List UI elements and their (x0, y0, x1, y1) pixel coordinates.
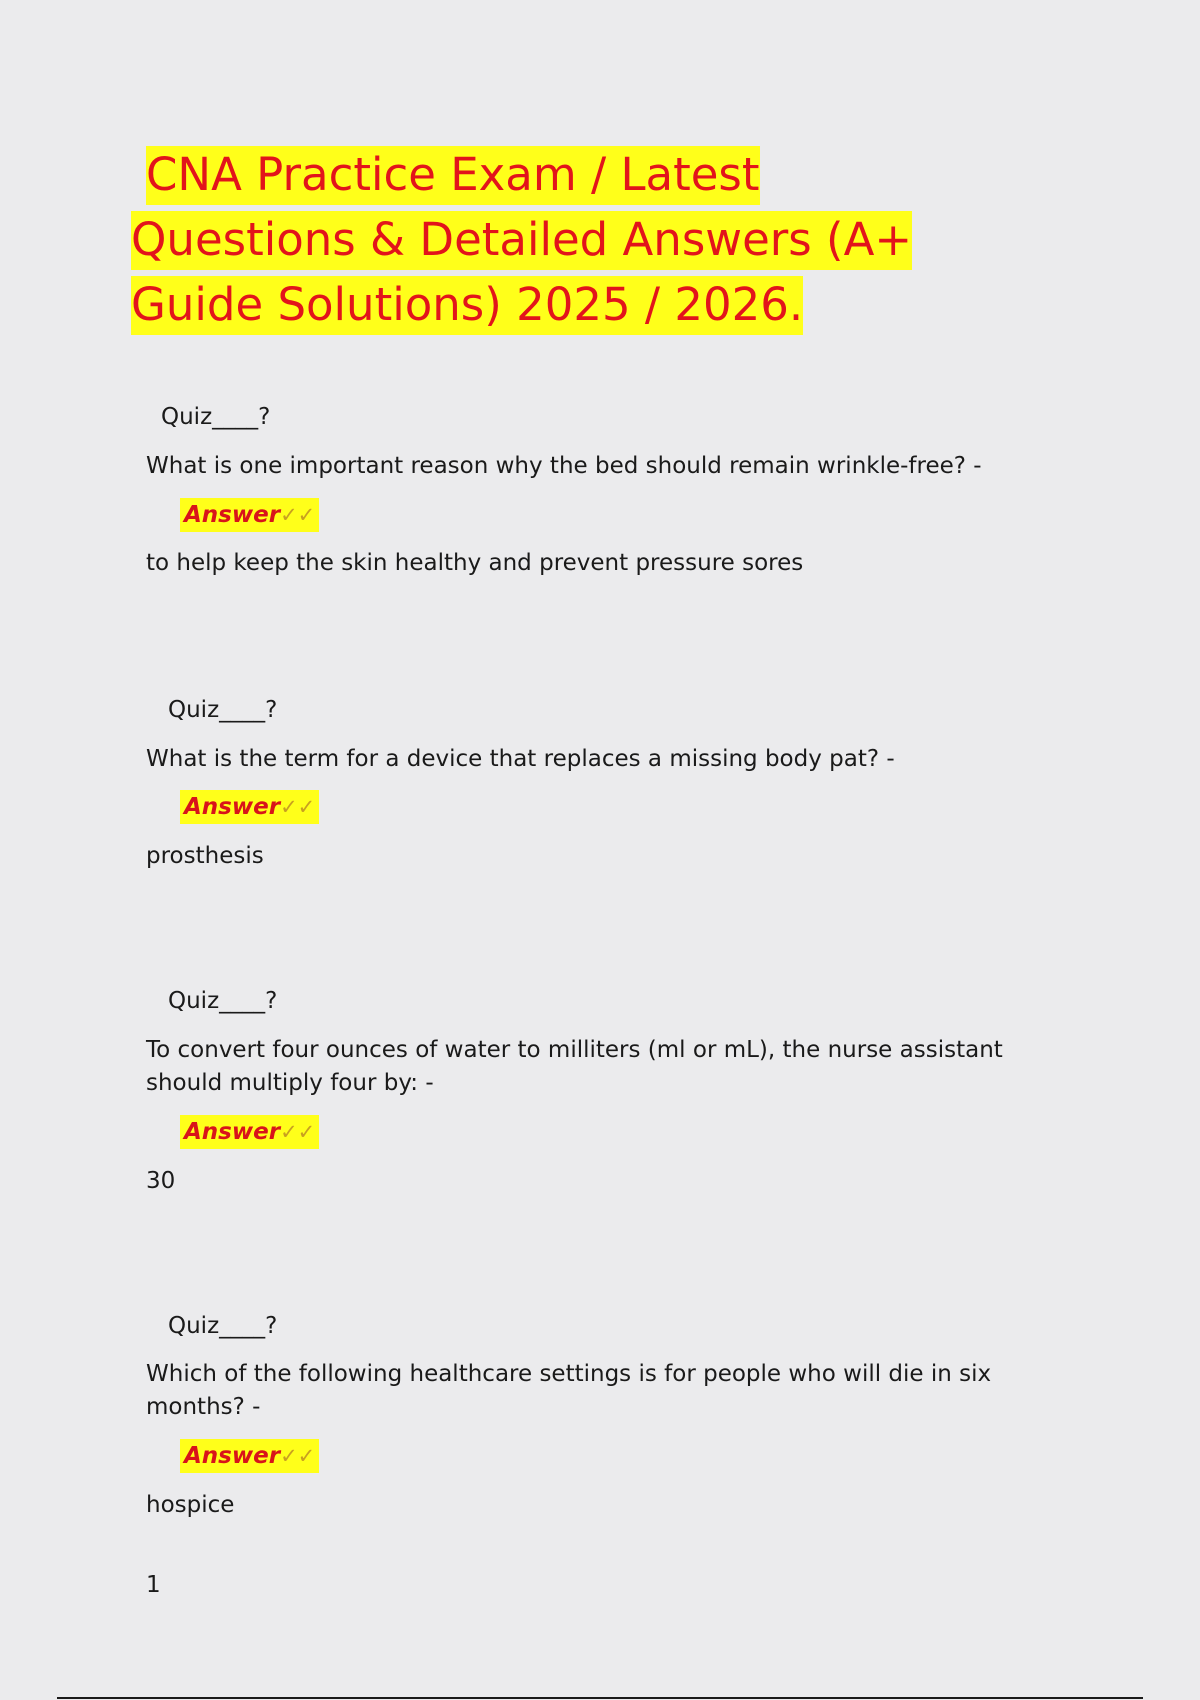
answer-label: Answer (184, 794, 281, 820)
footer-divider (57, 1697, 1143, 1699)
double-check-icon: ✓✓ (280, 503, 316, 527)
double-check-icon: ✓✓ (280, 1444, 316, 1468)
page-number: 1 (146, 1572, 161, 1598)
question-text: To convert four ounces of water to milliters (ml or mL), the nurse assistant should multiply four by: - (146, 1037, 1003, 1096)
question-text: What is one important reason why the bed should remain wrinkle-free? - (146, 453, 982, 479)
quiz-label: Quiz____? (168, 1313, 278, 1339)
answer-badge (180, 1439, 319, 1473)
title-line-3: Guide Solutions) 2025 / 2026. (131, 276, 803, 335)
answer-label: Answer (184, 1443, 281, 1469)
question-text: Which of the following healthcare settings is for people who will die in six months? - (146, 1361, 992, 1420)
document-title (131, 142, 1046, 337)
double-check-icon: ✓✓ (280, 1120, 316, 1144)
quiz-label: Quiz____? (168, 988, 278, 1014)
answer-badge (180, 790, 319, 824)
question-text: What is the term for a device that replaces a missing body pat? - (146, 746, 895, 772)
answer-badge (180, 1115, 319, 1149)
answer-label: Answer (184, 1119, 281, 1145)
title-line-1: CNA Practice Exam / Latest (146, 146, 760, 205)
title-line-2: Questions & Detailed Answers (A+ (131, 211, 912, 270)
quiz-label: Quiz____? (168, 697, 278, 723)
answer-label: Answer (184, 502, 281, 528)
quiz-label: Quiz____? (161, 404, 271, 430)
double-check-icon: ✓✓ (280, 795, 316, 819)
answer-text: hospice (146, 1492, 235, 1518)
answer-text: prosthesis (146, 843, 264, 869)
answer-text: 30 (146, 1168, 176, 1194)
answer-text: to help keep the skin healthy and prevent pressure sores (146, 550, 804, 576)
answer-badge (180, 498, 319, 532)
